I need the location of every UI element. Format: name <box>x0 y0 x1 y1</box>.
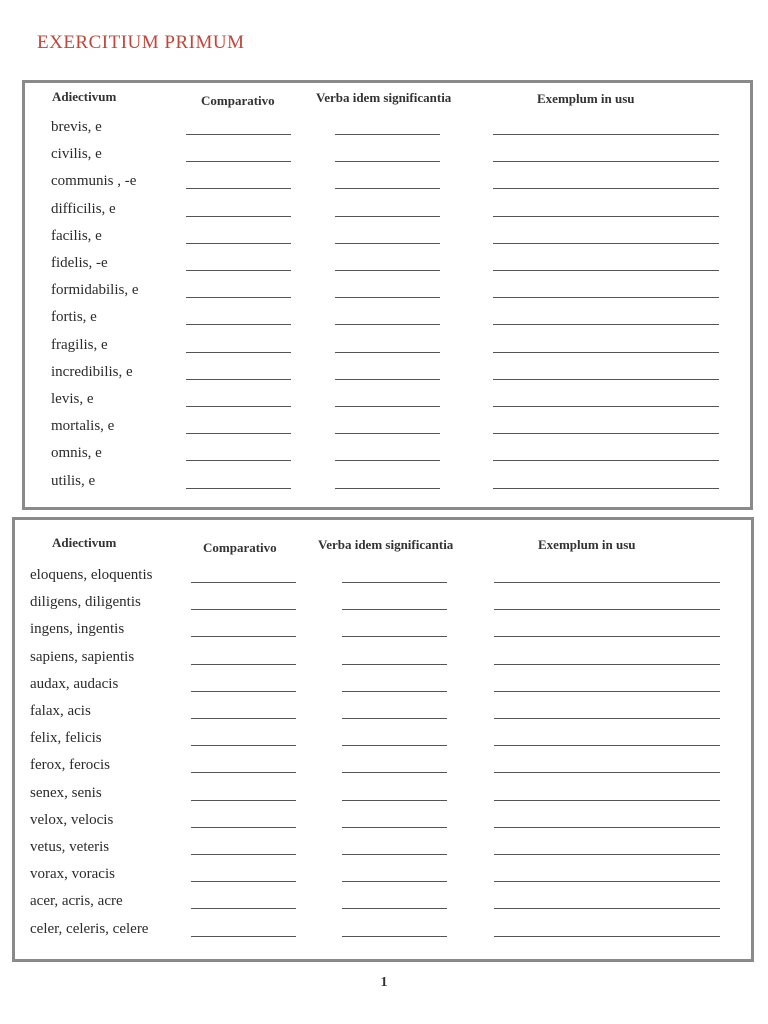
example-blank[interactable] <box>494 664 720 665</box>
comparative-blank[interactable] <box>186 406 291 407</box>
adjective-word: brevis, e <box>51 119 102 135</box>
table-row <box>25 391 750 417</box>
table-row <box>15 893 751 919</box>
synonym-blank[interactable] <box>335 270 440 271</box>
header-comparative: Comparativo <box>203 540 277 555</box>
adjective-word: civilis, e <box>51 146 102 163</box>
synonym-blank[interactable] <box>342 827 447 828</box>
adjective-word: fidelis, -e <box>51 255 108 271</box>
comparative-blank[interactable] <box>186 460 291 461</box>
synonym-blank[interactable] <box>335 216 440 217</box>
header-adjective: Adiectivum <box>52 535 117 550</box>
comparative-blank[interactable] <box>186 216 291 217</box>
table-row <box>25 418 750 444</box>
comparative-blank[interactable] <box>191 854 296 855</box>
example-blank[interactable] <box>493 379 719 380</box>
adjective-word: eloquens, eloquentis <box>30 567 153 583</box>
adjective-word: mortalis, e <box>51 418 115 435</box>
table-row <box>25 228 750 254</box>
table-row <box>15 921 751 947</box>
adjective-word: fragilis, e <box>51 336 108 353</box>
table-row <box>25 309 750 335</box>
adjective-word: difficilis, e <box>51 200 116 217</box>
comparative-blank[interactable] <box>191 908 296 909</box>
example-blank[interactable] <box>493 352 719 353</box>
example-blank[interactable] <box>493 488 719 489</box>
adjective-word: formidabilis, e <box>51 282 139 299</box>
example-blank[interactable] <box>494 800 720 801</box>
example-blank[interactable] <box>494 772 720 773</box>
comparative-blank[interactable] <box>186 379 291 380</box>
table-row <box>15 703 751 729</box>
synonym-blank[interactable] <box>342 800 447 801</box>
adjective-word: ingens, ingentis <box>30 621 125 638</box>
adjective-word: senex, senis <box>30 784 102 801</box>
comparative-blank[interactable] <box>186 488 291 489</box>
comparative-blank[interactable] <box>186 433 291 434</box>
header-synonyms: Verba idem significantia <box>316 90 452 105</box>
adjective-word: fortis, e <box>51 309 97 326</box>
synonym-blank[interactable] <box>335 406 440 407</box>
comparative-blank[interactable] <box>191 827 296 828</box>
example-blank[interactable] <box>493 216 719 217</box>
adjective-word: falax, acis <box>30 703 91 719</box>
synonym-blank[interactable] <box>335 460 440 461</box>
synonym-blank[interactable] <box>342 854 447 855</box>
adjective-word: facilis, e <box>51 227 102 244</box>
table-row <box>25 146 750 172</box>
adjective-word: ferox, ferocis <box>30 757 110 774</box>
comparative-blank[interactable] <box>191 745 296 746</box>
comparative-blank[interactable] <box>191 582 296 583</box>
adjective-word: sapiens, sapientis <box>30 648 135 665</box>
comparative-blank[interactable] <box>191 718 296 719</box>
synonym-blank[interactable] <box>342 908 447 909</box>
table-row <box>15 676 751 702</box>
synonym-blank[interactable] <box>342 609 447 610</box>
example-blank[interactable] <box>493 134 719 135</box>
comparative-blank[interactable] <box>191 772 296 773</box>
synonym-blank[interactable] <box>342 664 447 665</box>
table-row <box>15 785 751 811</box>
example-blank[interactable] <box>494 745 720 746</box>
comparative-blank[interactable] <box>191 664 296 665</box>
example-blank[interactable] <box>493 324 719 325</box>
example-blank[interactable] <box>493 161 719 162</box>
synonym-blank[interactable] <box>342 718 447 719</box>
table-row <box>15 567 751 593</box>
synonym-blank[interactable] <box>335 161 440 162</box>
comparative-blank[interactable] <box>186 270 291 271</box>
comparative-blank[interactable] <box>191 800 296 801</box>
comparative-blank[interactable] <box>186 161 291 162</box>
header-example: Exemplum in usu <box>538 537 636 552</box>
synonym-blank[interactable] <box>335 134 440 135</box>
example-blank[interactable] <box>494 936 720 937</box>
comparative-blank[interactable] <box>186 134 291 135</box>
table-row <box>15 839 751 865</box>
table-row <box>15 730 751 756</box>
example-blank[interactable] <box>493 297 719 298</box>
synonym-blank[interactable] <box>335 188 440 189</box>
comparative-blank[interactable] <box>191 881 296 882</box>
exercise-table-1 <box>22 80 753 510</box>
synonym-blank[interactable] <box>335 352 440 353</box>
example-blank[interactable] <box>493 406 719 407</box>
synonym-blank[interactable] <box>342 936 447 937</box>
comparative-blank[interactable] <box>186 243 291 244</box>
page-number: 1 <box>380 975 388 990</box>
example-blank[interactable] <box>494 636 720 637</box>
adjective-word: vetus, veteris <box>30 839 110 855</box>
synonym-blank[interactable] <box>342 582 447 583</box>
comparative-blank[interactable] <box>191 609 296 610</box>
header-synonyms: Verba idem significantia <box>318 537 454 552</box>
example-blank[interactable] <box>494 582 720 583</box>
synonym-blank[interactable] <box>335 488 440 489</box>
example-blank[interactable] <box>493 460 719 461</box>
synonym-blank[interactable] <box>335 433 440 434</box>
table-row <box>15 812 751 838</box>
table-row <box>25 282 750 308</box>
synonym-blank[interactable] <box>342 636 447 637</box>
comparative-blank[interactable] <box>186 188 291 189</box>
adjective-word: diligens, diligentis <box>30 594 141 611</box>
synonym-blank[interactable] <box>335 379 440 380</box>
comparative-blank[interactable] <box>186 324 291 325</box>
adjective-word: celer, celeris, celere <box>30 920 149 937</box>
adjective-word: utilis, e <box>51 472 96 489</box>
table-row <box>25 255 750 281</box>
example-blank[interactable] <box>494 908 720 909</box>
adjective-word: acer, acris, acre <box>30 893 123 910</box>
comparative-blank[interactable] <box>191 636 296 637</box>
example-blank[interactable] <box>494 718 720 719</box>
example-blank[interactable] <box>493 270 719 271</box>
table-row <box>15 649 751 675</box>
table-row <box>25 201 750 227</box>
exercise-table-2 <box>12 517 754 962</box>
synonym-blank[interactable] <box>335 243 440 244</box>
adjective-word: vorax, voracis <box>30 866 115 883</box>
table-row <box>25 337 750 363</box>
synonym-blank[interactable] <box>335 324 440 325</box>
synonym-blank[interactable] <box>342 881 447 882</box>
synonym-blank[interactable] <box>342 691 447 692</box>
adjective-word: omnis, e <box>51 445 102 462</box>
header-adjective: Adiectivum <box>52 89 117 104</box>
comparative-blank[interactable] <box>186 352 291 353</box>
example-blank[interactable] <box>493 188 719 189</box>
adjective-word: levis, e <box>51 391 94 407</box>
table-row <box>25 119 750 145</box>
synonym-blank[interactable] <box>342 745 447 746</box>
table-row <box>15 866 751 892</box>
table-row <box>25 445 750 471</box>
adjective-word: felix, felicis <box>30 730 102 747</box>
table-row <box>15 757 751 783</box>
adjective-word: audax, audacis <box>30 675 119 692</box>
example-blank[interactable] <box>493 243 719 244</box>
example-blank[interactable] <box>494 881 720 882</box>
synonym-blank[interactable] <box>335 297 440 298</box>
header-example: Exemplum in usu <box>537 91 635 106</box>
header-comparative: Comparativo <box>201 93 275 108</box>
example-blank[interactable] <box>494 609 720 610</box>
comparative-blank[interactable] <box>191 936 296 937</box>
table-row <box>25 173 750 199</box>
adjective-word: velox, velocis <box>30 811 114 828</box>
table-row <box>25 364 750 390</box>
example-blank[interactable] <box>493 433 719 434</box>
example-blank[interactable] <box>494 691 720 692</box>
adjective-word: communis , -e <box>51 173 137 190</box>
page-title: EXERCITIUM PRIMUM <box>37 32 245 53</box>
synonym-blank[interactable] <box>342 772 447 773</box>
comparative-blank[interactable] <box>186 297 291 298</box>
table-row <box>15 594 751 620</box>
example-blank[interactable] <box>494 827 720 828</box>
comparative-blank[interactable] <box>191 691 296 692</box>
example-blank[interactable] <box>494 854 720 855</box>
adjective-word: incredibilis, e <box>51 363 133 380</box>
table-row <box>15 621 751 647</box>
table-row <box>25 473 750 499</box>
